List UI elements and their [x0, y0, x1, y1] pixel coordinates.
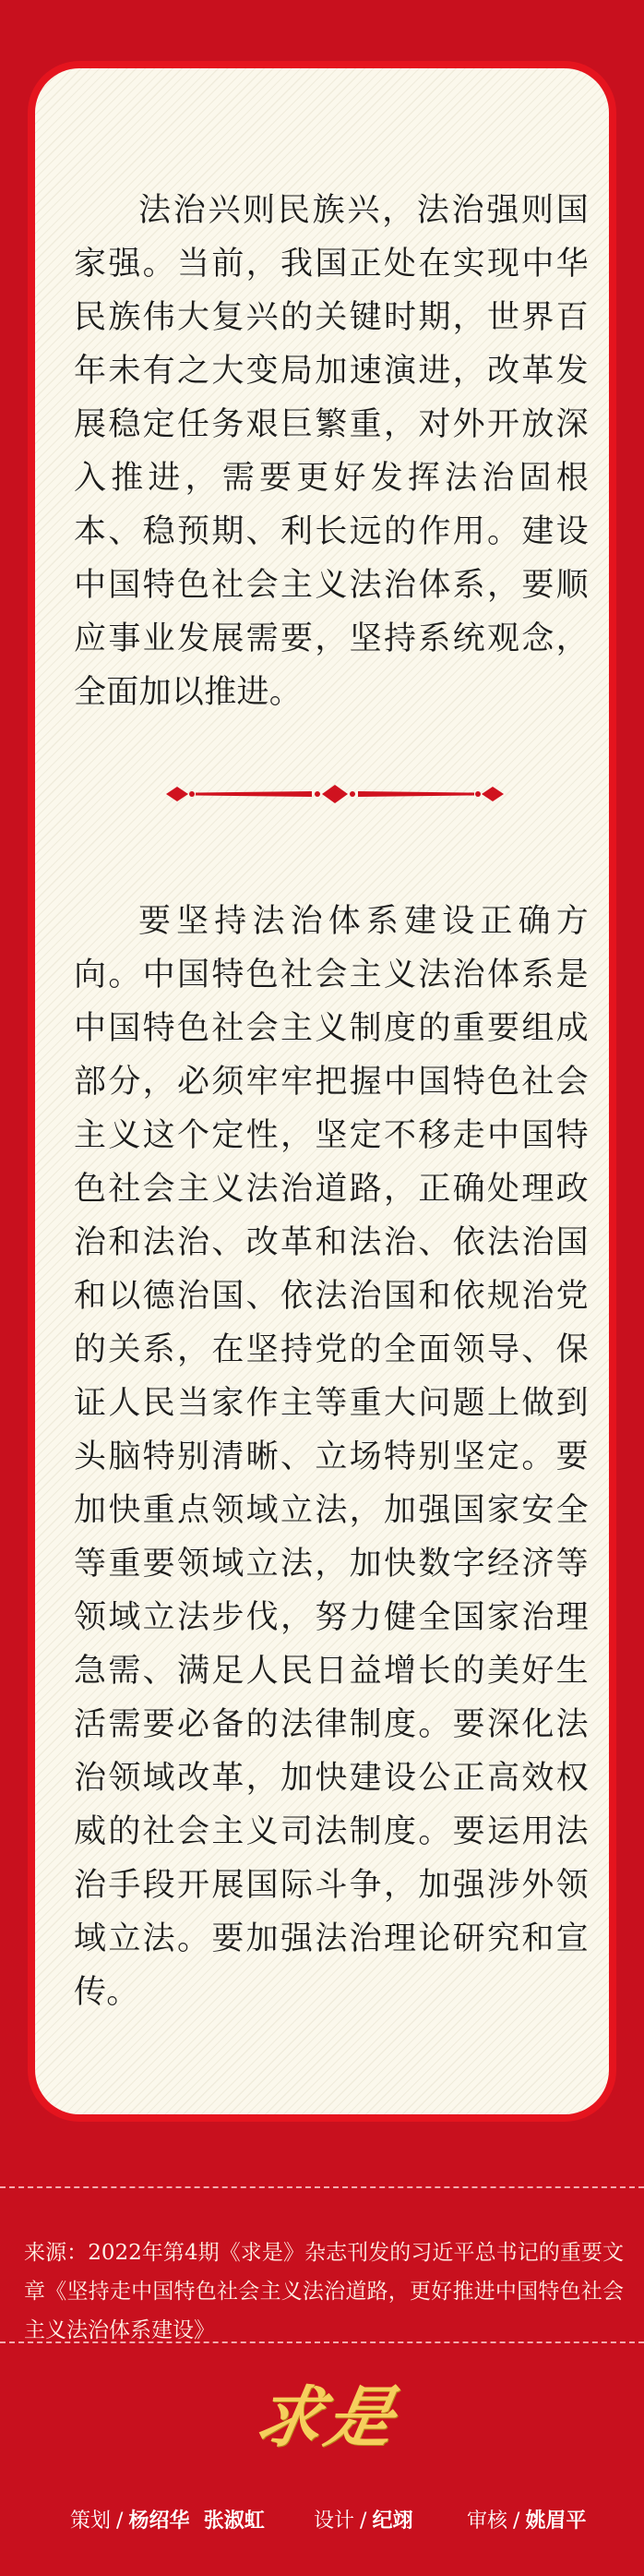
credit-design-names: 纪翊 [372, 2510, 413, 2533]
credit-review-names: 姚眉平 [525, 2510, 587, 2533]
content-card [28, 61, 616, 2122]
qiushi-logo [249, 2364, 406, 2465]
content-card-inner [35, 68, 609, 2114]
credit-review [467, 2505, 586, 2534]
paragraph-1: 法治兴则民族兴，法治强则国家强。当前，我国正处在实现中华民族伟大复兴的关键时期，世界百年未有之大变局加速演进，改革发展稳定任务艰巨繁重，对外开放深入推进，需要更好发挥法治固根本、稳预期、利长远的作用。建设中国特色社会主义法治体系，要顺应事业发展需要，坚持系统观念，全面加以推进。 [74, 192, 589, 711]
paragraph-2: 要坚持法治体系建设正确方向。中国特色社会主义法治体系是中国特色社会主义制度的重要组成部分，必须牢牢把握中国特色社会主义这个定性，坚定不移走中国特色社会主义法治道路，正确处理政治和法治、改革和法治、依法治国和以德治国、依法治国和依规治党的关系，在坚持党的全面领导、保证人民当家作主等重大问题上做到头脑特别清晰、立场特别坚定。要加快重点领域立法，加强国家安全等重要领域立法，加快数字经济等领域立法步伐，努力健全国家治理急需、满足人民日益增长的美好生活需要必备的法律制度。要深化法治领域改革，加快建设公正高效权威的社会主义司法制度。要运用法治手段开展国际斗争，加强涉外领域立法。要加强法治理论研究和宣传。 [74, 903, 589, 2011]
credit-separator: / [513, 2510, 520, 2533]
credit-separator: / [116, 2510, 124, 2533]
credit-review-label: 审核 [467, 2510, 508, 2533]
credit-separator: / [360, 2510, 367, 2533]
ornament-divider [164, 776, 506, 813]
source-note: 来源：2022年第4期《求是》杂志刊发的习近平总书记的重要文章《坚持走中国特色社会主义法治道路，更好推进中国特色社会主义法治体系建设》 [24, 2241, 624, 2342]
credit-planning-label: 策划 [70, 2510, 112, 2533]
dashed-divider-top [0, 2186, 644, 2188]
dashed-divider-bottom [0, 2341, 644, 2343]
credit-design-label: 设计 [314, 2510, 355, 2533]
credit-design [314, 2505, 412, 2534]
credit-planning [70, 2505, 265, 2534]
credit-planning-names: 杨绍华 张淑虹 [128, 2510, 265, 2533]
logo-text: 求是 [249, 2377, 404, 2456]
